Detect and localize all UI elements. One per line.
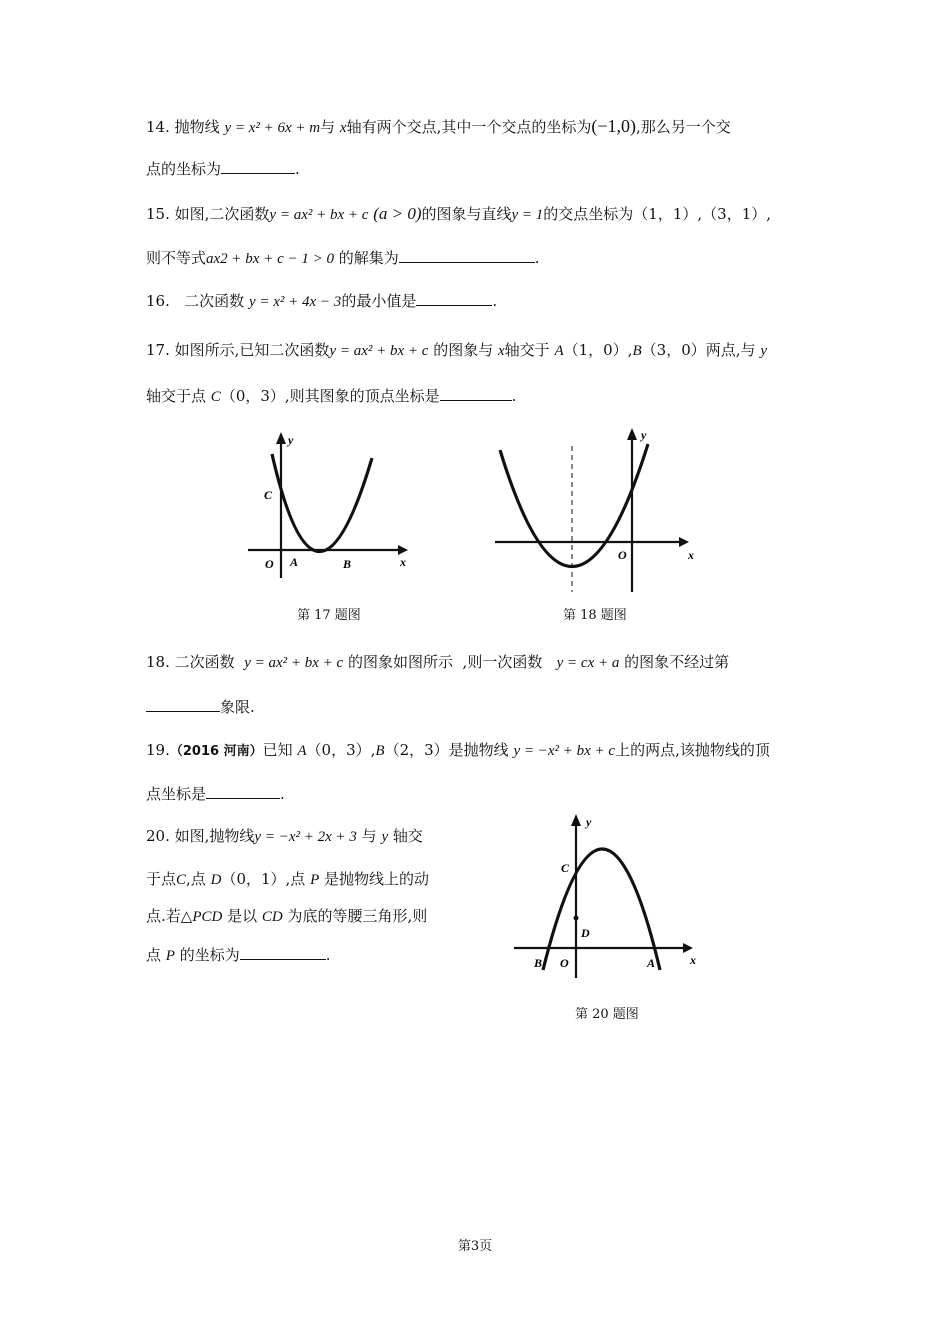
q19-text: 上的两点,该抛物线的顶 xyxy=(615,741,770,759)
q20-line3 xyxy=(146,906,427,927)
q20-equation: y = −x² + 2x + 3 xyxy=(254,829,357,845)
q15-line-equation: y = 1 xyxy=(511,207,544,223)
fig18-x-arrow xyxy=(679,537,689,547)
answer-blank[interactable] xyxy=(440,386,512,401)
q15-inequality: ax2 + bx + c − 1 > 0 xyxy=(206,251,334,267)
q20-triangle: PCD xyxy=(192,909,223,925)
q15-text: 的解集为 xyxy=(338,249,399,267)
fig20-x-arrow xyxy=(683,943,693,953)
q19-point-b: B xyxy=(375,743,385,759)
q15-line2 xyxy=(146,248,540,269)
q15-equation: y = ax² + bx + c xyxy=(269,207,369,223)
question-number: 17. xyxy=(146,341,170,359)
fig18-graph xyxy=(490,424,700,594)
q19-end: . xyxy=(280,785,285,803)
fig20-caption: 第 20 题图 xyxy=(575,1007,639,1022)
fig17-x-arrow xyxy=(398,545,408,555)
q18-text: 的图象不经过第 xyxy=(624,653,730,671)
question-number: 18. xyxy=(146,653,170,671)
q17-point-b: B xyxy=(632,343,642,359)
q20-line2 xyxy=(146,869,429,890)
q17-line1 xyxy=(146,340,767,361)
answer-blank[interactable] xyxy=(240,945,326,960)
q18-line2 xyxy=(146,697,255,717)
q18-equation-2: y = cx + a xyxy=(556,655,620,671)
q15-condition: (a > 0) xyxy=(373,204,422,223)
q17-point-c: C xyxy=(210,389,221,405)
q20-text: （0，1）,点 xyxy=(221,870,306,888)
q19-text: 点坐标是 xyxy=(146,785,207,803)
q17-var-x: x xyxy=(498,343,505,359)
fig18-caption: 第 18 题图 xyxy=(563,608,627,623)
q17-equation: y = ax² + bx + c xyxy=(329,343,429,359)
q19-text: 已知 xyxy=(262,741,293,759)
q14-equation: y = x² + 6x + m xyxy=(224,120,321,136)
q20-segment: CD xyxy=(261,909,283,925)
question-number: 14. xyxy=(146,118,170,136)
q20-text: 是以 xyxy=(227,907,258,925)
q14-text: 抛物线 xyxy=(174,118,220,136)
fig17-label-x: x xyxy=(400,555,406,569)
fig17-caption: 第 17 题图 xyxy=(297,608,361,623)
q20-point-p: P xyxy=(165,948,175,964)
q15-end: . xyxy=(534,249,540,267)
q14-text: ,那么另一个交 xyxy=(636,118,731,136)
q17-coord-a: （1，0）, xyxy=(563,341,633,359)
question-number: 16. xyxy=(146,292,170,310)
q16-text: 二次函数 xyxy=(184,292,245,310)
q18-text: 的图象如图所示 xyxy=(347,653,453,671)
answer-blank[interactable] xyxy=(146,697,220,712)
q17-coord-c: （0，3）,则其图象的顶点坐标是 xyxy=(220,387,440,405)
fig18-y-arrow xyxy=(627,428,637,440)
question-number: 20. xyxy=(146,827,170,845)
q20-text: 与 xyxy=(361,827,377,845)
q18-equation: y = ax² + bx + c xyxy=(244,655,344,671)
q15-text: 如图,二次函数 xyxy=(174,205,270,223)
fig17-label-y: y xyxy=(288,433,294,447)
q15-text: 的图象与直线 xyxy=(421,205,512,223)
q18-text: ,则一次函数 xyxy=(462,653,543,671)
q17-point-a: A xyxy=(554,343,564,359)
fig17-y-arrow xyxy=(276,432,286,444)
q15-text: 则不等式 xyxy=(146,249,207,267)
q19-source: （2016 河南） xyxy=(169,744,263,759)
q17-text: 的图象与 xyxy=(433,341,494,359)
q15-line1 xyxy=(146,204,771,225)
answer-blank[interactable] xyxy=(221,159,295,174)
fig20-label-b: B xyxy=(534,956,543,970)
fig18-label-y: y xyxy=(641,428,647,442)
fig20-label-a: A xyxy=(647,956,656,970)
q17-end: . xyxy=(511,387,517,405)
q20-text: 点 xyxy=(146,946,162,964)
fig20-label-x: x xyxy=(690,953,696,967)
fig17-parabola xyxy=(272,454,372,552)
q14-line1 xyxy=(146,116,731,138)
fig20-label-y: y xyxy=(586,815,592,829)
fig20-y-arrow xyxy=(571,814,581,826)
q14-end: . xyxy=(295,160,300,178)
q17-coord-b: （3，0）两点,与 xyxy=(641,341,756,359)
fig17-label-c: C xyxy=(264,488,273,502)
q17-var-y: y xyxy=(760,343,767,359)
q14-line2 xyxy=(146,159,300,179)
q20-line4 xyxy=(146,945,331,966)
fig20-label-o: O xyxy=(560,956,569,970)
fig20-label-d: D xyxy=(581,926,590,940)
q19-line2 xyxy=(146,784,285,804)
q19-coord-b: （2，3）是抛物线 xyxy=(384,741,509,759)
q17-text: 轴交于点 xyxy=(146,387,207,405)
question-number: 19. xyxy=(146,741,170,759)
fig17-label-a: A xyxy=(290,555,299,569)
fig17-label-b: B xyxy=(343,557,352,571)
q14-var-x: x xyxy=(339,120,347,136)
fig20-graph xyxy=(510,810,710,980)
q20-end: . xyxy=(325,946,331,964)
q14-text: 与 xyxy=(320,118,336,136)
q20-point-p: P xyxy=(310,872,320,888)
fig20-point-d xyxy=(574,916,579,921)
q16-line1 xyxy=(146,291,497,312)
q14-point: (−1,0) xyxy=(591,116,636,136)
answer-blank[interactable] xyxy=(416,291,492,306)
q20-point-d: D xyxy=(210,872,222,888)
q20-text: 点.若△ xyxy=(146,907,193,925)
q19-coord-a: （0，3）, xyxy=(306,741,376,759)
q14-text: 轴有两个交点,其中一个交点的坐标为 xyxy=(346,118,592,136)
q20-text: 如图,抛物线 xyxy=(174,827,255,845)
q20-var-y: y xyxy=(381,829,389,845)
fig17-label-o: O xyxy=(265,557,274,571)
q20-text: 是抛物线上的动 xyxy=(324,870,430,888)
page-number: 第3页 xyxy=(457,1239,493,1254)
q14-text: 点的坐标为 xyxy=(146,160,222,178)
q17-line2 xyxy=(146,386,516,407)
q20-text: 的坐标为 xyxy=(179,946,240,964)
q20-point-c: C xyxy=(176,872,187,888)
q20-text: 于点 xyxy=(146,870,177,888)
q18-text: 二次函数 xyxy=(174,653,235,671)
fig17-graph xyxy=(240,428,420,578)
q17-text: 轴交于 xyxy=(504,341,550,359)
question-number: 15. xyxy=(146,205,170,223)
fig18-label-o: O xyxy=(618,548,627,562)
answer-blank[interactable] xyxy=(206,784,280,799)
fig20-label-c: C xyxy=(561,861,570,875)
q15-text: 的交点坐标为（1，1）,（3，1）, xyxy=(543,205,772,223)
fig18-label-x: x xyxy=(688,548,694,562)
answer-blank[interactable] xyxy=(399,248,535,263)
q17-text: 如图所示,已知二次函数 xyxy=(174,341,330,359)
q18-line1 xyxy=(146,652,729,673)
q20-text: 为底的等腰三角形,则 xyxy=(287,907,428,925)
q16-text: 的最小值是 xyxy=(341,292,417,310)
q19-line1 xyxy=(146,740,770,762)
q16-equation: y = x² + 4x − 3 xyxy=(248,294,342,310)
q20-text: ,点 xyxy=(186,870,206,888)
q20-text: 轴交 xyxy=(392,827,423,845)
q20-line1 xyxy=(146,826,423,847)
q19-equation: y = −x² + bx + c xyxy=(513,743,616,759)
q19-point-a: A xyxy=(297,743,307,759)
q18-text: 象限. xyxy=(220,698,255,716)
q16-end: . xyxy=(492,292,498,310)
